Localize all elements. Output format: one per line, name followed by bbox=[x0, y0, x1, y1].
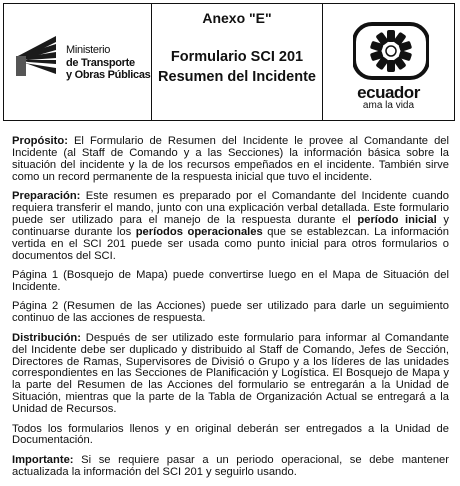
country-logo-name: ecuador bbox=[357, 83, 420, 102]
title-cell bbox=[152, 4, 323, 120]
ministry-name-line1: Ministerio bbox=[66, 44, 111, 56]
paragraph-pagina1: Página 1 (Bosquejo de Mapa) puede convertirse luego en el Mapa de Situación del Incidente. bbox=[12, 269, 449, 293]
form-title-line2: Resumen del Incidente bbox=[158, 69, 316, 85]
ministry-name bbox=[66, 44, 150, 82]
ministry-name-line2: de Transporte bbox=[66, 56, 135, 69]
paragraph-todos: Todos los formularios llenos y en original deberán ser entregados a la Unidad de Documentación. bbox=[12, 422, 449, 447]
country-logo-cell bbox=[323, 4, 454, 120]
header-table bbox=[3, 3, 455, 121]
proposito-label: Propósito: bbox=[12, 135, 68, 147]
distribucion-text: Después de ser utilizado este formulario para informar al Comandante del Incidente debe ser duplicado y distribuido al Staff de Comando, Jefes de Sección, Directores de Ramas, Supervisores de Divisió o Grupo y a los líderes de las unidades correspondientes en las Secciones de Planificación y Logística. El Bosquejo de Mapa y la parte del Resumen de las Acciones del formulario se entregarán a la Unidad de Situación, mientras que la parte de la Tabla de Organización Actual se entregará a la Unidad de Recursos. bbox=[12, 331, 449, 416]
ecuador-sun-logo-icon bbox=[353, 22, 429, 80]
ministry-name-line3: y Obras Públicas bbox=[66, 69, 151, 81]
preparacion-text-3: que se establezcan. La información vertida en el SCI 201 puede ser usada como punto inicial para otros formularios o documentos del SCI. bbox=[12, 225, 449, 262]
ministry-logo-cell bbox=[4, 4, 152, 120]
paragraph-distribucion bbox=[12, 333, 449, 416]
annex-label: Anexo "E" bbox=[202, 10, 272, 26]
paragraph-proposito bbox=[12, 136, 449, 184]
form-title-line1: Formulario SCI 201 bbox=[170, 49, 304, 65]
importante-text: Si se requiere pasar a un periodo operacional, se debe mantener actualizada la información del SCI 201 y seguirlo usando. bbox=[12, 453, 449, 478]
preparacion-label: Preparación: bbox=[12, 190, 81, 203]
form-title bbox=[152, 47, 322, 87]
document-body bbox=[12, 136, 449, 486]
distribucion-label: Distribución: bbox=[12, 331, 81, 344]
preparacion-text-1: Este resumen es preparado por el Comandante del Incidente cuando requiera transferir el mando, junto con una explicación verbal detallada. Este formulario puede ser utilizado para el manejo de la respuesta durante el bbox=[12, 190, 449, 226]
proposito-text: El Formulario de Resumen del Incidente le provee al Comandante del Incidente (al Staff de Comando y a las Secciones) la información básica sobre la situación del incidente y la de los recursos empeñados en el incidente. También sirve como un record permanente de la respuesta inicial que tuvo el incidente. bbox=[12, 135, 449, 183]
paragraph-preparacion bbox=[12, 191, 449, 262]
paragraph-importante bbox=[12, 455, 449, 479]
preparacion-bold-1: período inicial bbox=[357, 213, 437, 226]
paragraph-pagina2: Página 2 (Resumen de las Acciones) puede ser utilizado para darle un seguimiento continuo de las acciones de respuesta. bbox=[12, 300, 449, 325]
preparacion-text-2: y continuarse durante los bbox=[12, 213, 449, 238]
importante-label: Importante: bbox=[12, 453, 74, 466]
ministry-chevron-logo-icon bbox=[16, 34, 62, 78]
country-logo-slogan: ama la vida bbox=[362, 100, 415, 111]
preparacion-bold-2: períodos operacionales bbox=[135, 225, 263, 238]
